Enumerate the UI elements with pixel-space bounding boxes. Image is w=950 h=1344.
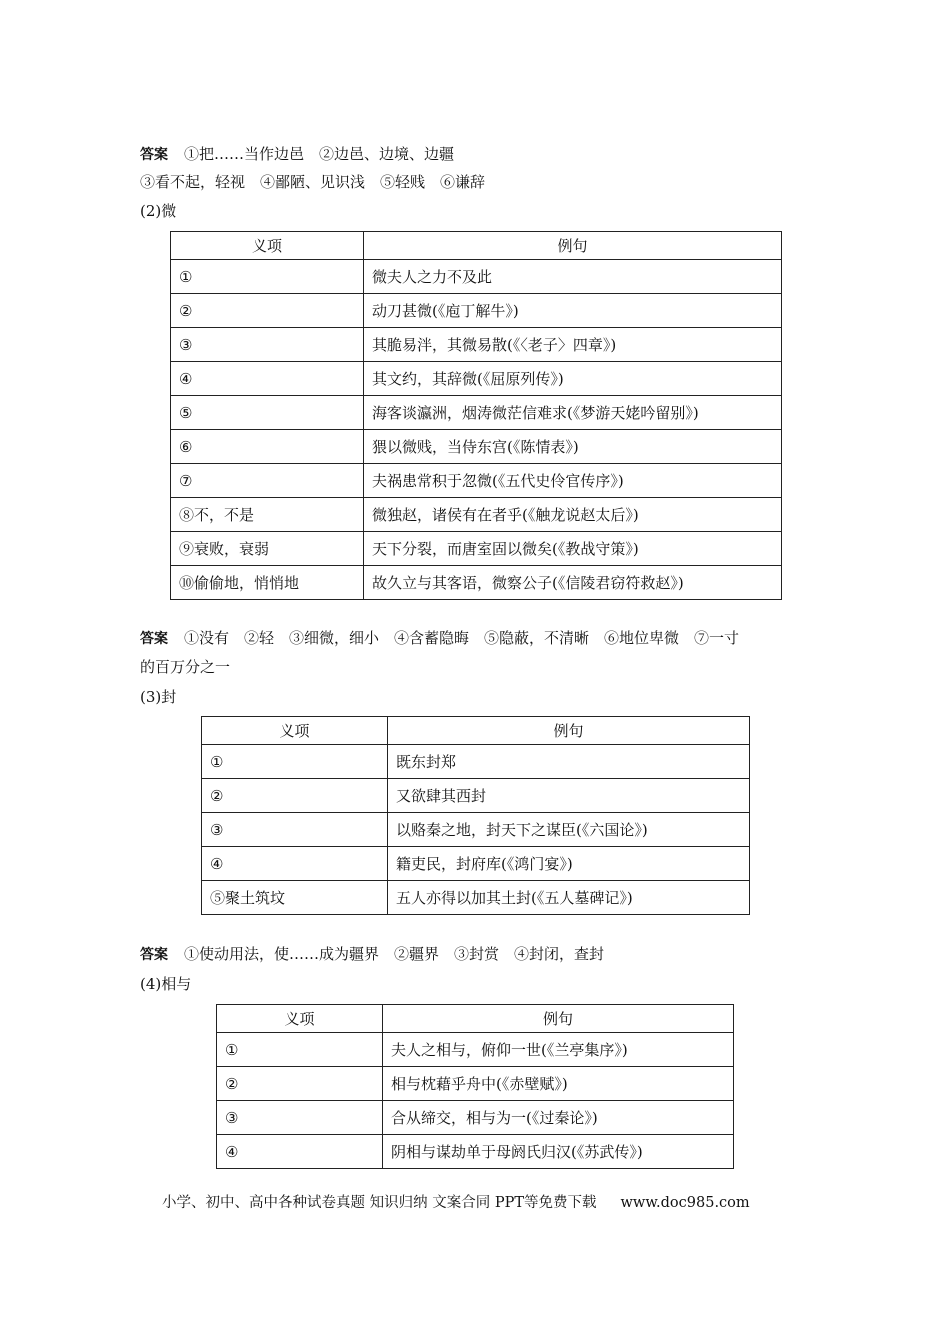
header-example: 例句 [364, 232, 782, 260]
footer-site-link[interactable]: www.doc985.com [620, 1195, 750, 1211]
answer-line [140, 172, 485, 192]
footer-text: 小学、初中、高中各种试卷真题 知识归纳 文案合同 PPT等免费下载 [162, 1195, 597, 1211]
example-cell: 其文约，其辞微(《屈原列传》) [364, 362, 782, 396]
answer-text: 的百万分之一 [140, 658, 231, 676]
meaning-cell: ④ [217, 1135, 383, 1169]
meaning-cell: ① [217, 1033, 383, 1067]
table-row [171, 498, 782, 532]
table-row [217, 1135, 734, 1169]
answer-text: ①没有 ②轻 ③细微，细小 ④含蓄隐晦 ⑤隐蔽，不清晰 ⑥地位卑微 ⑦一寸 [184, 629, 740, 647]
answer-line [140, 144, 454, 165]
table-row [171, 566, 782, 600]
table-row [202, 881, 750, 915]
example-cell: 阴相与谋劫单于母阏氏归汉(《苏武传》) [383, 1135, 734, 1169]
meaning-cell: ② [217, 1067, 383, 1101]
example-cell: 五人亦得以加其土封(《五人墓碑记》) [388, 881, 750, 915]
table-row [171, 260, 782, 294]
table-row [171, 430, 782, 464]
table-row [171, 328, 782, 362]
answer-line [140, 657, 230, 677]
table-row [171, 294, 782, 328]
example-cell: 夫祸患常积于忽微(《五代史伶官传序》) [364, 464, 782, 498]
answer-text: ①使动用法，使……成为疆界 ②疆界 ③封赏 ④封闭，查封 [184, 945, 605, 963]
example-cell: 故久立与其客语，微察公子(《信陵君窃符救赵》) [364, 566, 782, 600]
example-cell: 微独赵，诸侯有在者乎(《触龙说赵太后》) [364, 498, 782, 532]
example-cell: 既东封郑 [388, 745, 750, 779]
example-cell: 动刀甚微(《庖丁解牛》) [364, 294, 782, 328]
table-row [217, 1101, 734, 1135]
meaning-cell: ③ [171, 328, 364, 362]
vocab-table-xiangyu [216, 1004, 734, 1169]
header-example: 例句 [388, 717, 750, 745]
header-example: 例句 [383, 1005, 734, 1033]
table-header-row [202, 717, 750, 745]
meaning-cell: ④ [171, 362, 364, 396]
header-meaning: 义项 [202, 717, 388, 745]
example-cell: 微夫人之力不及此 [364, 260, 782, 294]
meaning-cell: ① [171, 260, 364, 294]
meaning-cell: ⑥ [171, 430, 364, 464]
section-heading: (3)封 [140, 688, 177, 706]
meaning-cell: ② [202, 779, 388, 813]
example-cell: 海客谈瀛洲，烟涛微茫信难求(《梦游天姥吟留别》) [364, 396, 782, 430]
table-row [217, 1067, 734, 1101]
vocab-table-feng [201, 716, 750, 915]
answer-text: ①把……当作边邑 ②边邑、边境、边疆 [184, 145, 455, 163]
example-cell: 相与枕藉乎舟中(《赤壁赋》) [383, 1067, 734, 1101]
example-cell: 其脆易泮，其微易散(《〈老子〉四章》) [364, 328, 782, 362]
table-row [171, 464, 782, 498]
example-cell: 以赂秦之地，封天下之谋臣(《六国论》) [388, 813, 750, 847]
table-row [202, 813, 750, 847]
table-row [202, 745, 750, 779]
meaning-cell: ⑦ [171, 464, 364, 498]
header-meaning: 义项 [171, 232, 364, 260]
table-row [202, 847, 750, 881]
answer-label: 答案 [140, 147, 168, 163]
table-row [171, 396, 782, 430]
meaning-cell: ⑧不，不是 [171, 498, 364, 532]
table-row [217, 1033, 734, 1067]
meaning-cell: ⑩偷偷地，悄悄地 [171, 566, 364, 600]
table-row [202, 779, 750, 813]
table-row [171, 362, 782, 396]
answer-line [140, 628, 739, 649]
answer-label: 答案 [140, 947, 168, 963]
meaning-cell: ④ [202, 847, 388, 881]
section-heading: (2)微 [140, 202, 177, 220]
example-cell: 夫人之相与，俯仰一世(《兰亭集序》) [383, 1033, 734, 1067]
example-cell: 合从缔交，相与为一(《过秦论》) [383, 1101, 734, 1135]
section-heading: (4)相与 [140, 975, 192, 993]
meaning-cell: ② [171, 294, 364, 328]
meaning-cell: ⑨衰败，衰弱 [171, 532, 364, 566]
vocab-table-wei [170, 231, 782, 600]
table-header-row [171, 232, 782, 260]
example-cell: 猥以微贱，当侍东宫(《陈情表》) [364, 430, 782, 464]
example-cell: 又欲肆其西封 [388, 779, 750, 813]
answer-text: ③看不起，轻视 ④鄙陋、见识浅 ⑤轻贱 ⑥谦辞 [140, 173, 486, 191]
meaning-cell: ③ [217, 1101, 383, 1135]
header-meaning: 义项 [217, 1005, 383, 1033]
table-row [171, 532, 782, 566]
answer-line [140, 944, 604, 965]
table-header-row [217, 1005, 734, 1033]
meaning-cell: ① [202, 745, 388, 779]
page-footer [162, 1191, 750, 1212]
example-cell: 天下分裂，而唐室固以微矣(《教战守策》) [364, 532, 782, 566]
answer-label: 答案 [140, 631, 168, 647]
meaning-cell: ⑤ [171, 396, 364, 430]
meaning-cell: ⑤聚土筑坟 [202, 881, 388, 915]
example-cell: 籍吏民，封府库(《鸿门宴》) [388, 847, 750, 881]
meaning-cell: ③ [202, 813, 388, 847]
